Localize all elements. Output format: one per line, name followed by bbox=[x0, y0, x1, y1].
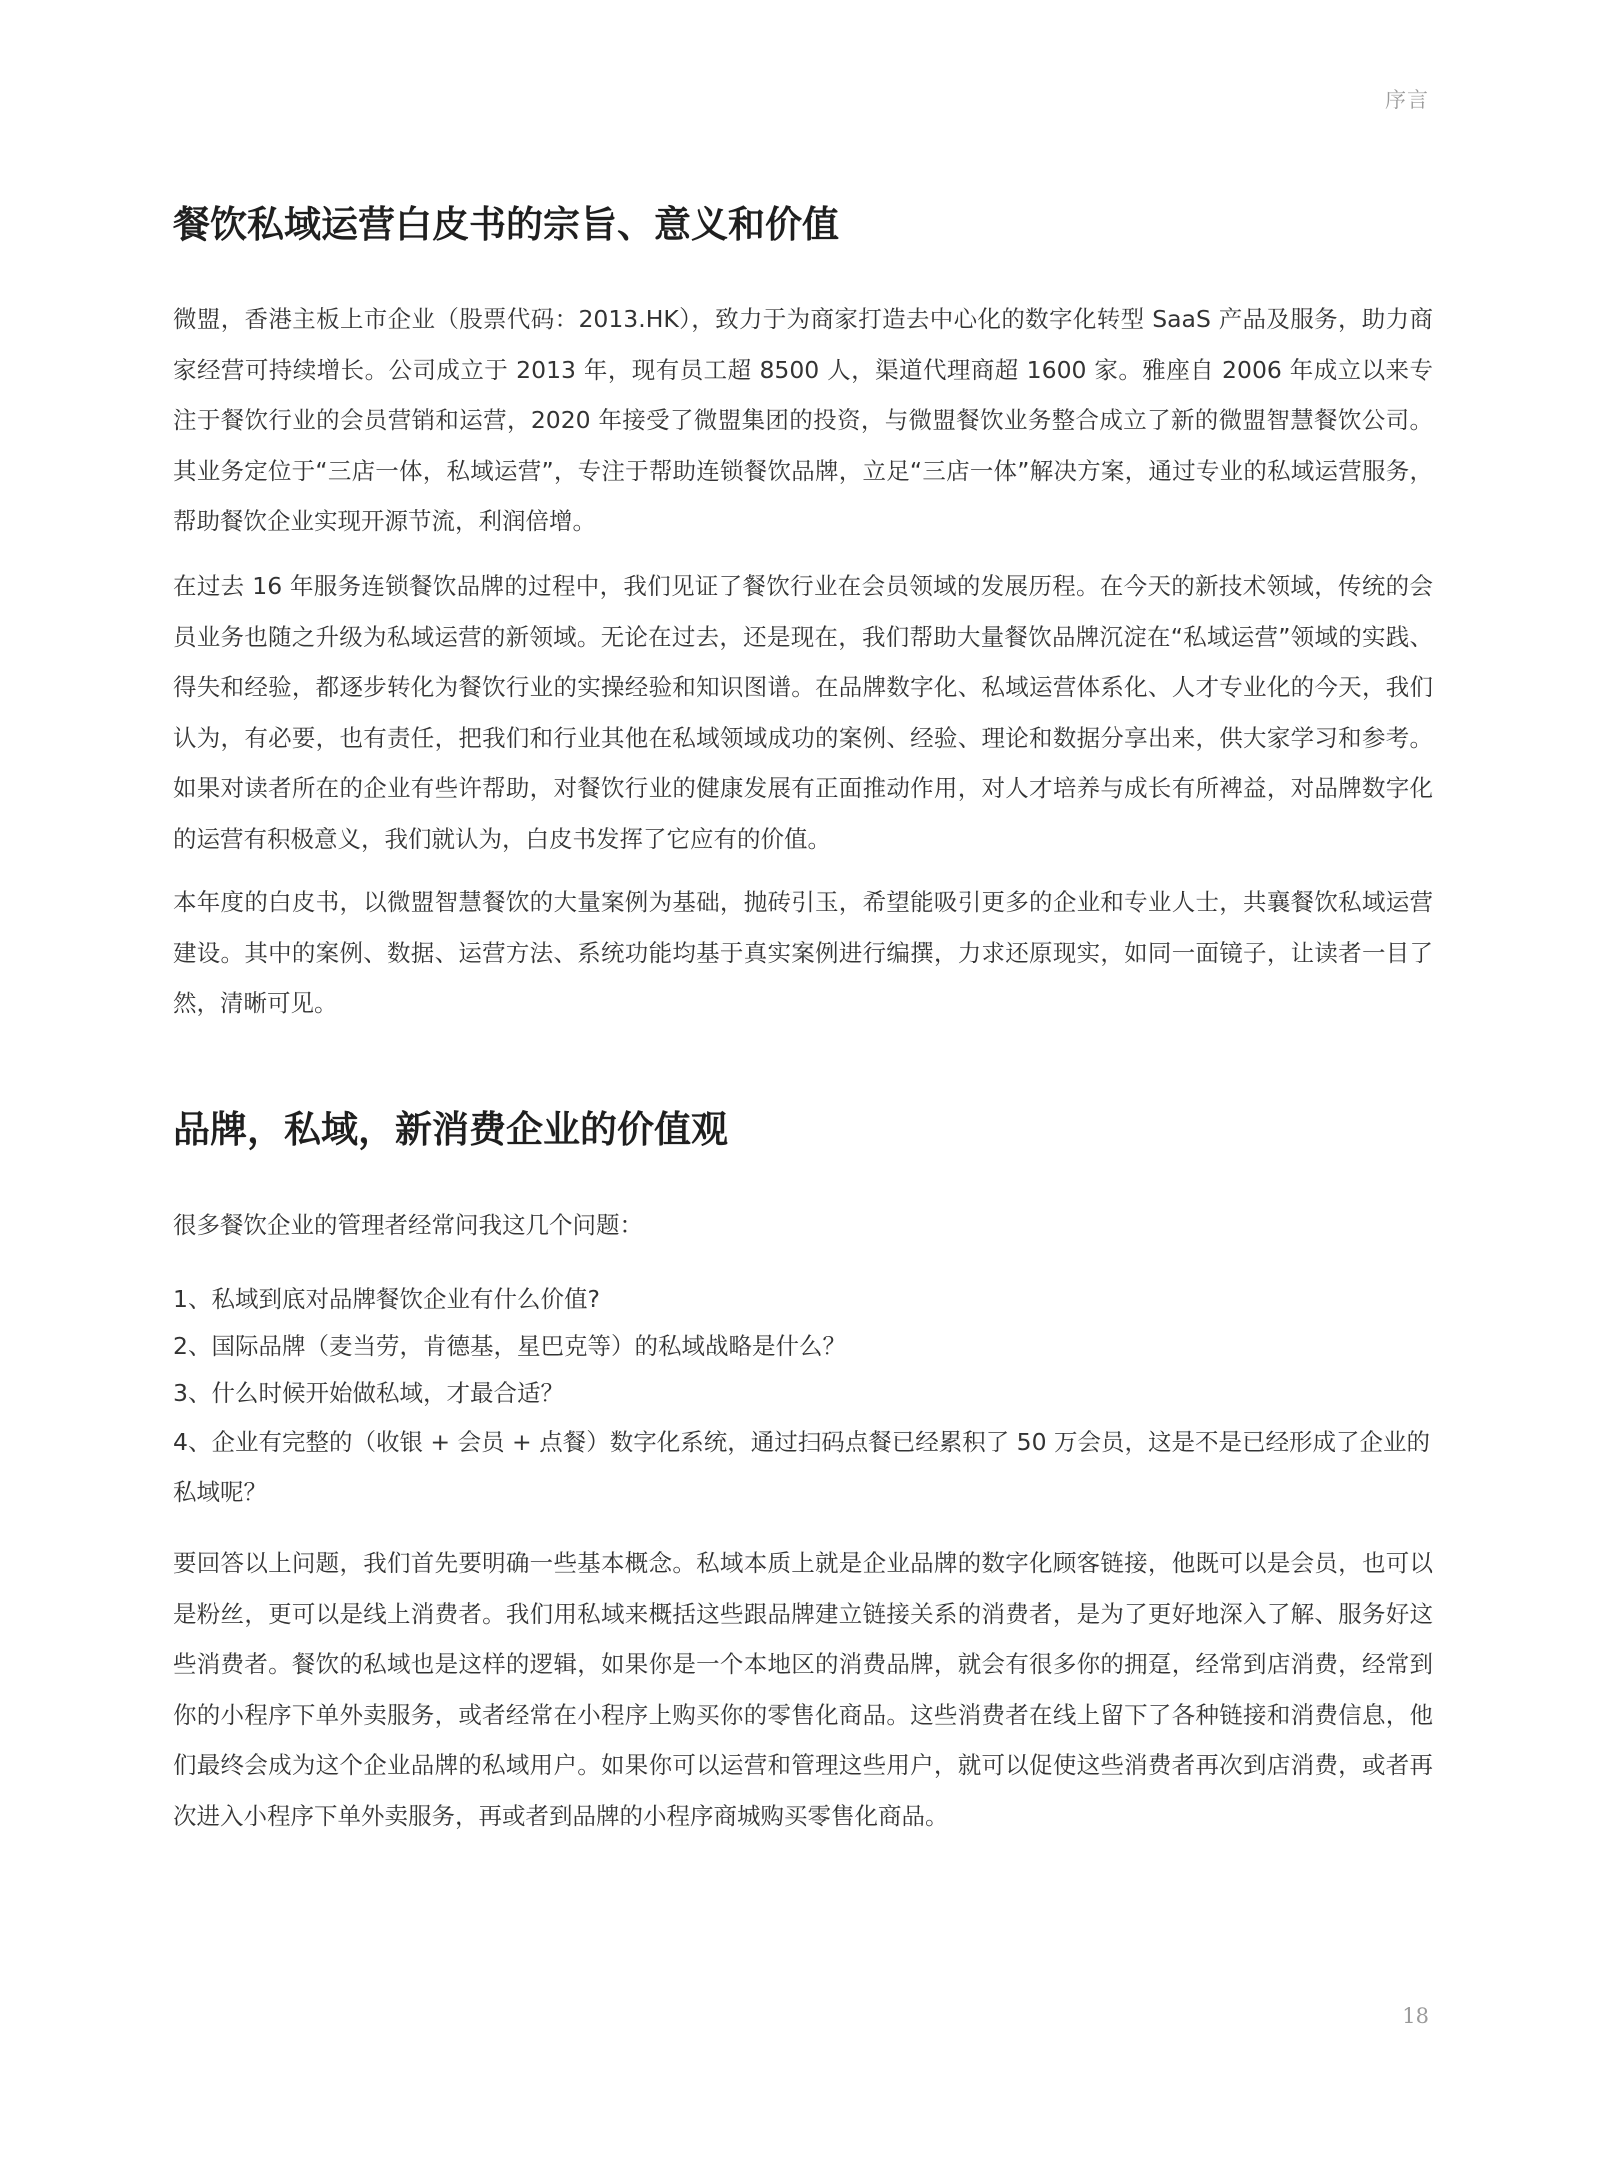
page-number: 18 bbox=[1402, 2004, 1429, 2028]
paragraph-whitepaper-purpose: 本年度的白皮书，以微盟智慧餐饮的大量案例为基础，抛砖引玉，希望能吸引更多的企业和专业人士，共襄餐饮私域运营建设。其中的案例、数据、运营方法、系统功能均基于真实案例进行编撰，力求还原现实，如同一面镜子，让读者一目了然，清晰可见。 bbox=[173, 888, 1433, 1017]
question-item: 2、国际品牌（麦当劳，肯德基，星巴克等）的私域战略是什么？ bbox=[173, 1332, 846, 1360]
paragraph-questions-intro: 很多餐饮企业的管理者经常问我这几个问题： bbox=[173, 1211, 643, 1239]
section-header-label: 序言 bbox=[1385, 88, 1429, 112]
question-item: 4、企业有完整的（收银 + 会员 + 点餐）数字化系统，通过扫码点餐已经累积了 50 万会员，这是不是已经形成了企业的私域呢？ bbox=[173, 1428, 1431, 1506]
section-title-purpose: 餐饮私域运营白皮书的宗旨、意义和价值 bbox=[173, 203, 839, 246]
question-item: 1、私域到底对品牌餐饮企业有什么价值? bbox=[173, 1285, 600, 1313]
question-item: 3、什么时候开始做私域，才最合适？ bbox=[173, 1379, 564, 1407]
question-list bbox=[173, 1276, 1433, 1517]
paragraph-answer: 要回答以上问题，我们首先要明确一些基本概念。私域本质上就是企业品牌的数字化顾客链接，他既可以是会员，也可以是粉丝，更可以是线上消费者。我们用私域来概括这些跟品牌建立链接关系的消费者，是为了更好地深入了解、服务好这些消费者。餐饮的私域也是这样的逻辑，如果你是一个本地区的消费品牌，就会有很多你的拥趸，经常到店消费，经常到你的小程序下单外卖服务，或者经常在小程序上购买你的零售化商品。这些消费者在线上留下了各种链接和消费信息，他们最终会成为这个企业品牌的私域用户。如果你可以运营和管理这些用户，就可以促使这些消费者再次到店消费，或者再次进入小程序下单外卖服务，再或者到品牌的小程序商城购买零售化商品。 bbox=[173, 1549, 1433, 1830]
paragraph-industry-history: 在过去 16 年服务连锁餐饮品牌的过程中，我们见证了餐饮行业在会员领域的发展历程。在今天的新技术领域，传统的会员业务也随之升级为私域运营的新领域。无论在过去，还是现在，我们帮助大量餐饮品牌沉淀在“私域运营”领域的实践、得失和经验，都逐步转化为餐饮行业的实操经验和知识图谱。在品牌数字化、私域运营体系化、人才专业化的今天，我们认为，有必要，也有责任，把我们和行业其他在私域领域成功的案例、经验、理论和数据分享出来，供大家学习和参考。如果对读者所在的企业有些许帮助，对餐饮行业的健康发展有正面推动作用，对人才培养与成长有所裨益，对品牌数字化的运营有积极意义，我们就认为，白皮书发挥了它应有的价值。 bbox=[173, 572, 1433, 853]
paragraph-company-intro: 微盟，香港主板上市企业（股票代码：2013.HK），致力于为商家打造去中心化的数字化转型 SaaS 产品及服务，助力商家经营可持续增长。公司成立于 2013 年，现有员工超 8500 人，渠道代理商超 1600 家。雅座自 2006 年成立以来专注于餐饮行业的会员营销和运营，2020 年接受了微盟集团的投资，与微盟餐饮业务整合成立了新的微盟智慧餐饮公司。其业务定位于“三店一体，私域运营”，专注于帮助连锁餐饮品牌，立足“三店一体”解决方案，通过专业的私域运营服务，帮助餐饮企业实现开源节流，利润倍增。 bbox=[173, 305, 1433, 535]
section-title-values: 品牌，私域，新消费企业的价值观 bbox=[173, 1108, 728, 1151]
